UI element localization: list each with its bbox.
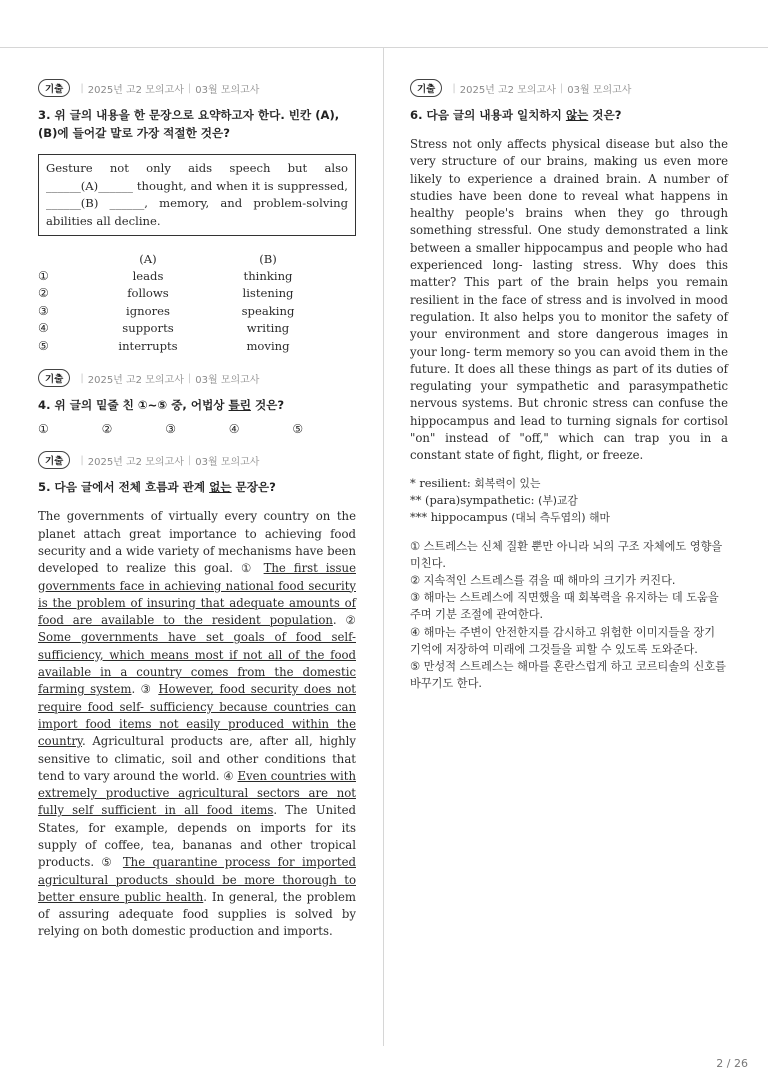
q6-year-tag: 2025년 고2 모의고사: [459, 84, 556, 96]
q6-choice-5[interactable]: ⑤ 만성적 스트레스는 해마를 혼란스럽게 하고 코르티솔의 신호를 바꾸기도 한다.: [410, 660, 726, 691]
q4-options: [38, 422, 356, 436]
top-rule: [0, 47, 768, 48]
q5-sentence-5: The quarantine process for imported agricultural products should be more thorough to better ensure public health: [38, 855, 356, 904]
q6-footnotes: [410, 475, 728, 526]
q5-sentence-4: Even countries with extremely productive agricultural sectors are not fully self sufficient in all food items: [38, 768, 357, 818]
q3-choice-3[interactable]: ③ ignores speaking: [38, 303, 295, 318]
q6-badge: 기출: [410, 79, 442, 97]
q3-badge: 기출: [38, 79, 70, 97]
q4-option-4[interactable]: ④: [228, 422, 240, 437]
q3-choices: [38, 250, 356, 354]
q4-month-tag: 03월 모의고사: [195, 374, 260, 386]
q4-option-2[interactable]: ②: [101, 422, 113, 437]
q4-year-tag: 2025년 고2 모의고사: [87, 374, 184, 386]
q3-choice-1[interactable]: ① leads thinking: [38, 269, 293, 284]
q3-title: 3. 위 글의 내용을 한 문장으로 요약하고자 한다. 빈칸 (A), (B)에 들어갈 말로 가장 적절한 것은?: [38, 108, 340, 140]
q5-badge: 기출: [38, 451, 70, 469]
q6-month-tag: 03월 모의고사: [567, 84, 632, 96]
right-column: [410, 78, 728, 692]
q3-tagline: 기출 | 2025년 고2 모의고사 | 03월 모의고사: [38, 78, 356, 98]
q5-sentence-3: However, food security does not require food self- sufficiency because countries can import food items not easily produced within the country: [38, 682, 356, 749]
q6-choice-3[interactable]: ③ 해마는 스트레스에 직면했을 때 회복력을 유지하는 데 도움을 주며 기분 조절에 관여한다.: [410, 591, 719, 622]
q3-choice-2[interactable]: ② follows listening: [38, 286, 294, 301]
q5-passage: The governments of virtually every country on the planet attach great importance to achieving food security and a wide variety of mechanisms have been developed to realize this goal. ① The first issue governments face in achieving national food security is the problem of insuring that adequate amounts of food are available to the resident population. ② Some governments have set goals of food self- sufficiency, which means most if not all of the food available in a country comes from the domestic farming system. ③ However, food security does not require food self- sufficiency because countries can import food items not easily produced within the country. Agricultural products are, after all, highly sensitive to climatic, soil and other conditions that tend to vary around the world. ④ Even countries with extremely productive agricultural sectors are not fully self sufficient in all food items. The United States, for example, depends on imports for its supply of coffee, tea, bananas and other tropical products. ⑤ The quarantine process for imported agricultural products should be more thorough to better ensure public health. In general, the problem of assuring adequate food supplies is solved by relying on both domestic production and imports.: [38, 509, 357, 939]
q6-choice-4[interactable]: ④ 해마는 주변이 안전한지를 감시하고 위험한 이미지들을 장기 기억에 저장하여 미래에 그것들을 피할 수 있도록 도와준다.: [410, 625, 716, 656]
q4-option-1[interactable]: ①: [38, 422, 49, 437]
question-6: [410, 78, 728, 692]
q5-month-tag: 03월 모의고사: [195, 456, 260, 468]
q6-choice-2[interactable]: ② 지속적인 스트레스를 겪을 때 해마의 크기가 커진다.: [410, 574, 676, 588]
q4-badge: 기출: [38, 369, 70, 387]
q3-summary-box: Gesture not only aids speech but also ______(A)______ thought, and when it is suppressed, ______(B) ______, memory, and problem-solving abilities all decline.: [38, 154, 356, 236]
q3-year-tag: 2025년 고2 모의고사: [87, 84, 184, 96]
q5-sentence-1: The first issue governments face in achieving national food security is the problem of insuring that adequate amounts of food are available to the resident population: [38, 561, 356, 628]
q3-choice-5[interactable]: ⑤ interrupts moving: [38, 338, 290, 353]
q5-tagline: 기출 | 2025년 고2 모의고사 | 03월 모의고사: [38, 450, 356, 470]
q6-note-2: ** (para)sympathetic: (부)교감: [410, 492, 578, 507]
q6-note-1: * resilient: 회복력이 있는: [410, 475, 541, 490]
q4-title: 4. 위 글의 밑줄 친 ①~⑤ 중, 어법상 틀린 것은?: [38, 398, 285, 413]
q6-choices: [410, 538, 728, 693]
q4-option-3[interactable]: ③: [165, 422, 176, 437]
left-column: [38, 78, 356, 941]
q5-sentence-2: Some governments have set goals of food self- sufficiency, which means most if not all of the food available in a country comes from the domestic farming system: [38, 630, 356, 697]
question-3: [38, 78, 356, 354]
q6-title: 6. 다음 글의 내용과 일치하지 않는 것은?: [410, 108, 622, 122]
q6-choice-1[interactable]: ① 스트레스는 신체 질환 뿐만 아니라 뇌의 구조 자체에도 영향을 미친다.: [410, 539, 723, 570]
question-5: [38, 450, 356, 940]
q4-option-5[interactable]: ⑤: [292, 422, 304, 437]
q6-passage: Stress not only affects physical disease but also the very structure of our brains, making us even more likely to experience a drained brain. A number of studies have been done to reveal what happens in healthy people's brains when they go through something stressful. One study demonstrated a link between a smaller hippocampus and people who had experienced long- lasting stress. Why does this matter? This part of the brain helps you remain resilient in the face of stress and is involved in mood regulation. It also helps you to monitor the safety of your environment and store dangerous images in your long- term memory so you can avoid them in the future. It does all these things as part of its duties of regulating your sympathetic and parasympathetic nervous systems. But chronic stress can confuse the hippocampus and lead to turning signals for cortisol "on" instead of "off," which can trap you in a constant state of fight, flight, or freeze.: [410, 137, 728, 463]
q4-tagline: 기출 | 2025년 고2 모의고사 | 03월 모의고사: [38, 368, 356, 388]
q6-tagline: 기출 | 2025년 고2 모의고사 | 03월 모의고사: [410, 78, 728, 98]
q3-month-tag: 03월 모의고사: [195, 84, 260, 96]
q3-choice-4[interactable]: ④ supports writing: [38, 321, 290, 336]
column-divider: [383, 48, 384, 1046]
question-4: [38, 368, 356, 436]
q5-year-tag: 2025년 고2 모의고사: [87, 456, 184, 468]
page-number: 2 / 26: [716, 1057, 748, 1070]
q6-note-3: *** hippocampus (대뇌 측두엽의) 해마: [410, 509, 610, 524]
q5-title: 5. 다음 글에서 전체 흐름과 관계 없는 문장은?: [38, 480, 276, 495]
q3-head-a: (A): [139, 251, 157, 266]
q3-head-b: (B): [259, 251, 277, 266]
q3-choice-header: [38, 250, 356, 267]
